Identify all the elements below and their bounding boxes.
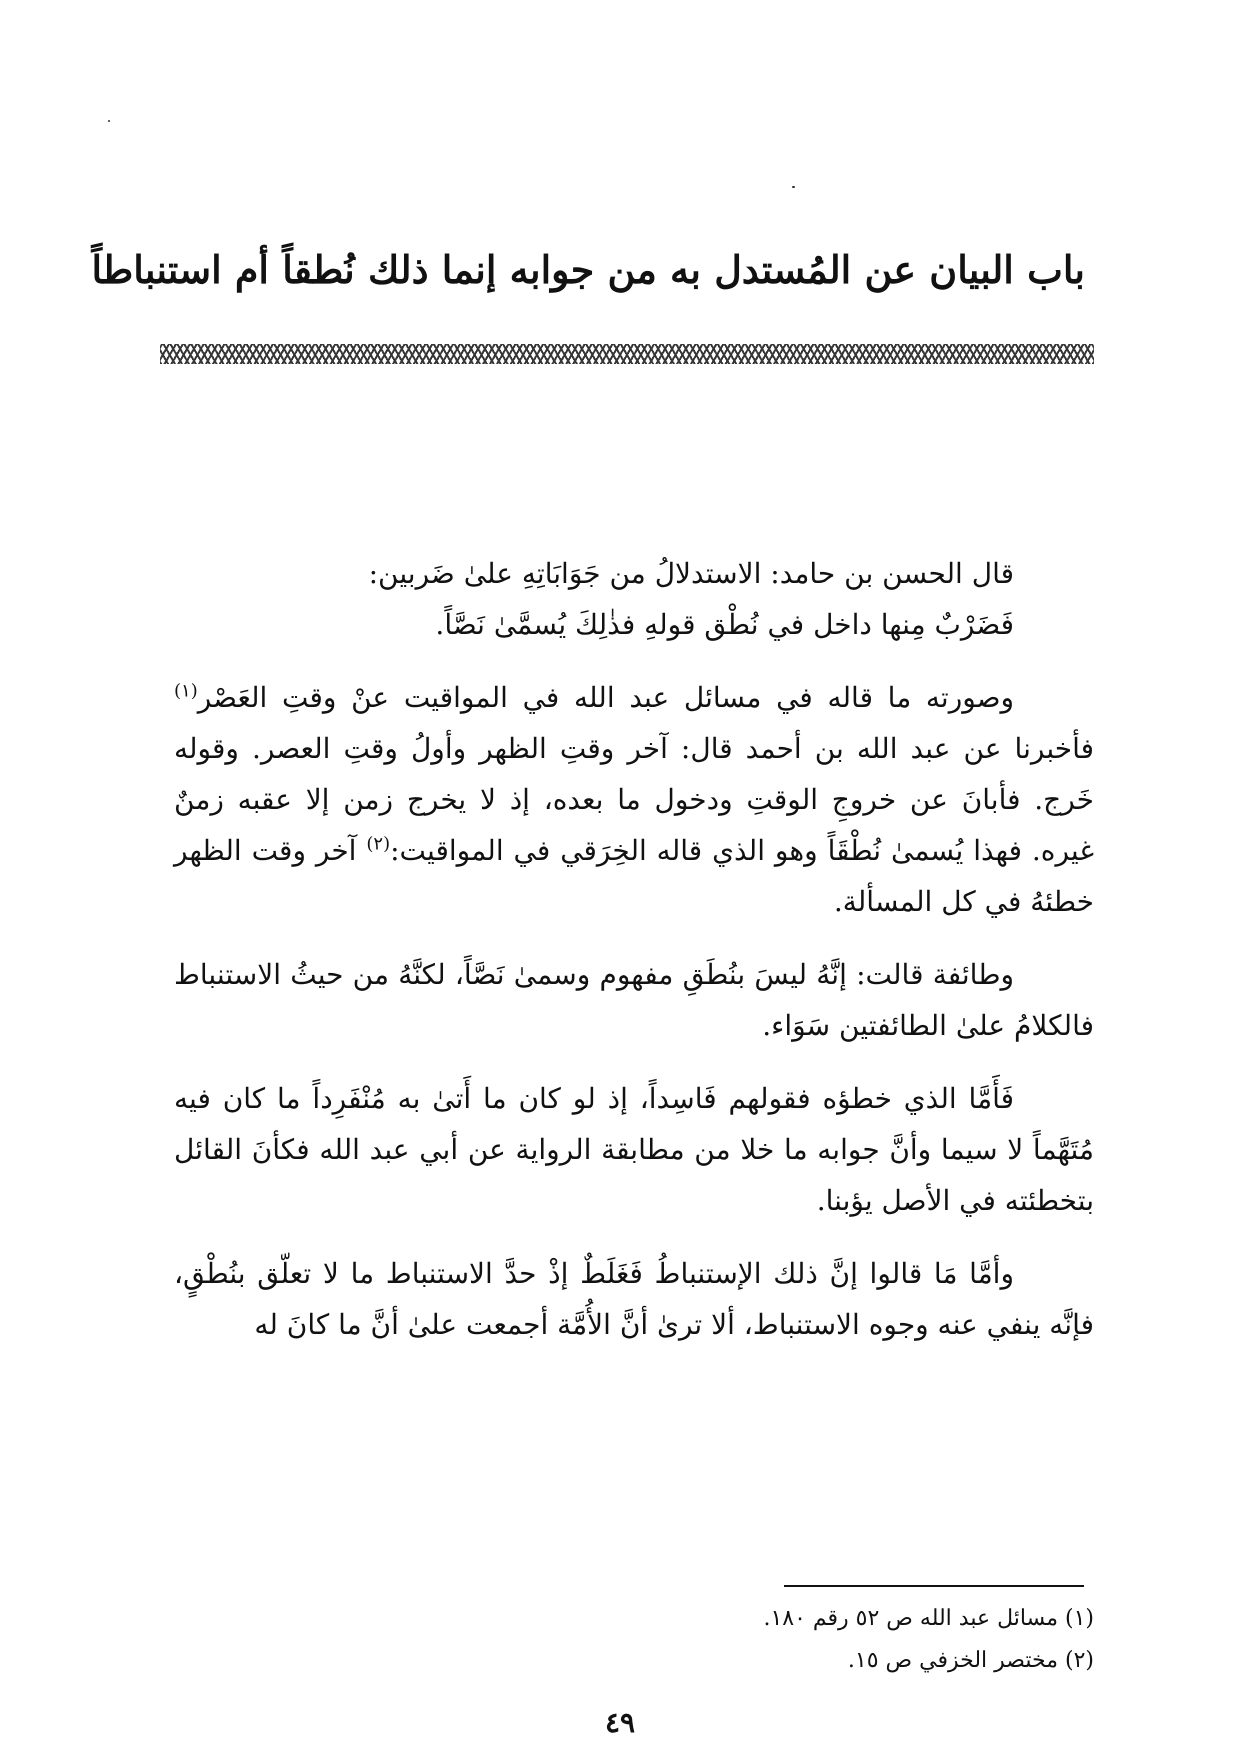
page-number: ٤٩ (604, 1706, 636, 1739)
footnote-2: (٢) مختصر الخزفي ص ١٥. (847, 1648, 1094, 1673)
paragraph-example-part1: وصورته ما قاله في مسائل عبد الله في المواقيت عنْ وقتِ العَصْر (197, 681, 1014, 714)
footnote-separator (784, 1585, 1084, 1587)
footnotes (474, 1598, 1094, 1682)
footnote-ref-2: (٢) (366, 833, 391, 855)
paragraph-example-part2: فأخبرنا عن عبد الله بن أحمد قال: آخر وقتِ الظهر وأولُ وقتِ العصر. وقوله خَرج. فأبانَ عن خروجِ الوقتِ ودخول ما بعده، إذ لا يخرج زمن إلا عقبه زمنٌ غيره. فهذا يُسمىٰ نُطْقَاً وهو الذي قاله الخِرَقي في المواقيت: (174, 732, 1095, 867)
footnote-ref-1: (١) (174, 680, 198, 702)
paragraph-intro: قال الحسن بن حامد: الاستدلالُ من جَوَابَاتِهِ علىٰ ضَربين: (368, 557, 1014, 590)
paragraph-refutation-2: وأمَّا مَا قالوا إنَّ ذلك الإستنباطُ فَغَلَطٌ إذْ حدَّ الاستنباط ما لا تعلّق بنُطْقٍ، فإنَّه ينفي عنه وجوه الاستنباط، ألا ترىٰ أنَّ الأُمَّة أجمعت علىٰ أنَّ ما كانَ له (174, 1257, 1094, 1341)
ornamental-divider (160, 344, 1094, 364)
scan-speck (108, 120, 110, 122)
paragraph-example (174, 672, 1094, 927)
footnote-1: (١) مسائل عبد الله ص ٥٢ رقم ١٨٠. (763, 1606, 1094, 1631)
paragraph-other-group: وطائفة قالت: إنَّهُ ليسَ بنُطَقِ مفهوم وسمىٰ نَصَّاً، لكنَّهُ من حيثُ الاستنباط فالكلامُ علىٰ الطائفتين سَوَاء. (174, 958, 1094, 1042)
paragraph-example-part3: آخر وقت الظهر خطئهُ في كل المسألة. (174, 834, 1094, 918)
paragraph-refutation-1: فَأَمَّا الذي خطؤه فقولهم فَاسِداً، إذ لو كان ما أَتىٰ به مُنْفَرِداً ما كان فيه مُتَهَّماً لا سيما وأنَّ جوابه ما خلا من مطابقة الرواية عن أبي عبد الله فكأنَ القائل بتخطئته في الأصل يؤبنا. (174, 1082, 1094, 1217)
main-text (174, 548, 1094, 1350)
scan-speck (792, 186, 795, 188)
chapter-title: باب البيان عن المُستدل به من جوابه إنما ذلك نُطقاً أم استنباطاً (91, 247, 1085, 292)
paragraph-first-kind: فَضَرْبٌ مِنها داخل في نُطْق قولهِ فذٰلِكَ يُسمَّىٰ نَصَّاً. (435, 608, 1014, 641)
